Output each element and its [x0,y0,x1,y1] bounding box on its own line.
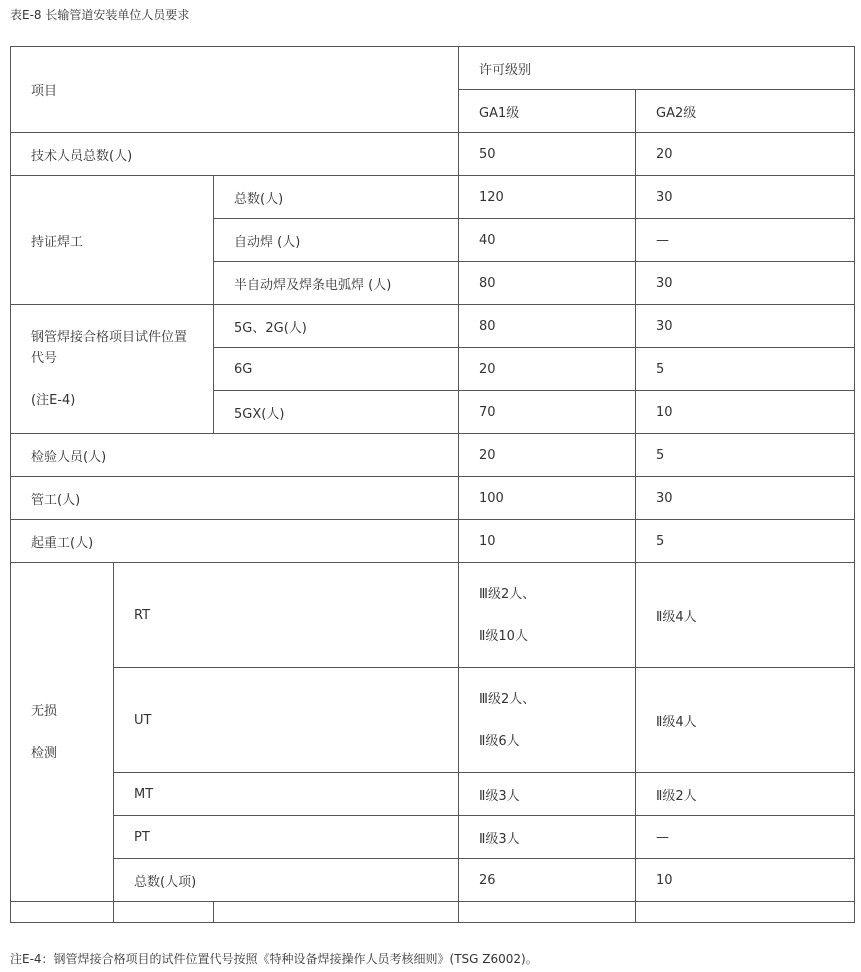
ga2-value: 30 [636,176,855,219]
footnote: 注E-4：钢管焊接合格项目的试件位置代号按照《特种设备焊接操作人员考核细则》(TSG Z6002)。 [10,952,538,966]
ga1-value: Ⅱ级3人 [459,773,636,816]
row-label: 管工(人) [11,477,459,520]
value-line: Ⅲ级2人、 [479,691,536,707]
ga2-value: Ⅱ级2人 [636,773,855,816]
ga2-value: 30 [636,305,855,348]
value-line: Ⅱ级10人 [479,628,528,644]
group-label-pipe-welding [11,305,214,434]
ga1-value: 120 [459,176,636,219]
ga2-value: 10 [636,859,855,902]
row-label: 检验人员(人) [11,434,459,477]
row-label: 起重工(人) [11,520,459,563]
header-item: 项目 [11,47,459,133]
group-label-note: (注E-4) [31,393,76,408]
ga1-value: 40 [459,219,636,262]
row-label: PT [114,816,459,859]
header-license-level: 许可级别 [459,47,855,90]
value-line: Ⅲ级2人、 [479,586,536,602]
ga1-value: 10 [459,520,636,563]
ga1-value: 100 [459,477,636,520]
line-gap [479,605,635,626]
table-row [11,520,855,563]
ga2-value: Ⅱ级4人 [636,563,855,668]
line-gap [31,722,113,743]
ga2-value: — [636,816,855,859]
empty-cell [636,902,855,923]
table-row [11,668,855,773]
row-label: UT [114,668,459,773]
row-label: 自动焊 (人) [214,219,459,262]
row-label: 半自动焊及焊条电弧焊 (人) [214,262,459,305]
ga2-value: 5 [636,520,855,563]
row-label: 5GX(人) [214,391,459,434]
ga1-value: 26 [459,859,636,902]
table-row [11,816,855,859]
header-ga1: GA1级 [459,90,636,133]
table-row [11,305,855,348]
table-row [11,773,855,816]
ga1-value: 80 [459,262,636,305]
empty-cell [114,902,214,923]
row-label: MT [114,773,459,816]
ga2-value: Ⅱ级4人 [636,668,855,773]
empty-cell [214,902,459,923]
line-gap [479,710,635,731]
ga1-value [459,668,636,773]
group-label-line: 检测 [31,745,58,761]
row-label: 5G、2G(人) [214,305,459,348]
ga2-value: 20 [636,133,855,176]
ga2-value: 30 [636,477,855,520]
ga1-value: 50 [459,133,636,176]
ga2-value: 5 [636,434,855,477]
table-row [11,859,855,902]
empty-row [11,902,855,923]
ga2-value: 30 [636,262,855,305]
empty-cell [459,902,636,923]
row-label: 总数(人) [214,176,459,219]
group-label-line: 钢管焊接合格项目试件位置 [31,330,188,345]
table-row [11,434,855,477]
header-row-1 [11,47,855,90]
group-label-ndt [11,563,114,902]
personnel-requirements-table [10,46,855,923]
row-label: RT [114,563,459,668]
table-row [11,563,855,668]
ga1-value: 20 [459,434,636,477]
ga1-value [459,563,636,668]
ga2-value: 5 [636,348,855,391]
line-gap [31,369,213,390]
ga1-value: 70 [459,391,636,434]
value-line: Ⅱ级6人 [479,733,520,749]
group-label-line: 代号 [31,351,58,366]
table-row [11,133,855,176]
row-label: 总数(人项) [114,859,459,902]
table-row [11,176,855,219]
group-label-line: 无损 [31,703,58,719]
ga2-value: 10 [636,391,855,434]
row-label: 技术人员总数(人) [11,133,459,176]
ga2-value: — [636,219,855,262]
ga1-value: Ⅱ级3人 [459,816,636,859]
table-row [11,477,855,520]
row-label: 6G [214,348,459,391]
header-ga2: GA2级 [636,90,855,133]
ga1-value: 20 [459,348,636,391]
group-label-welder: 持证焊工 [11,176,214,305]
table-caption: 表E-8 长输管道安装单位人员要求 [10,8,190,22]
empty-cell [11,902,114,923]
ga1-value: 80 [459,305,636,348]
